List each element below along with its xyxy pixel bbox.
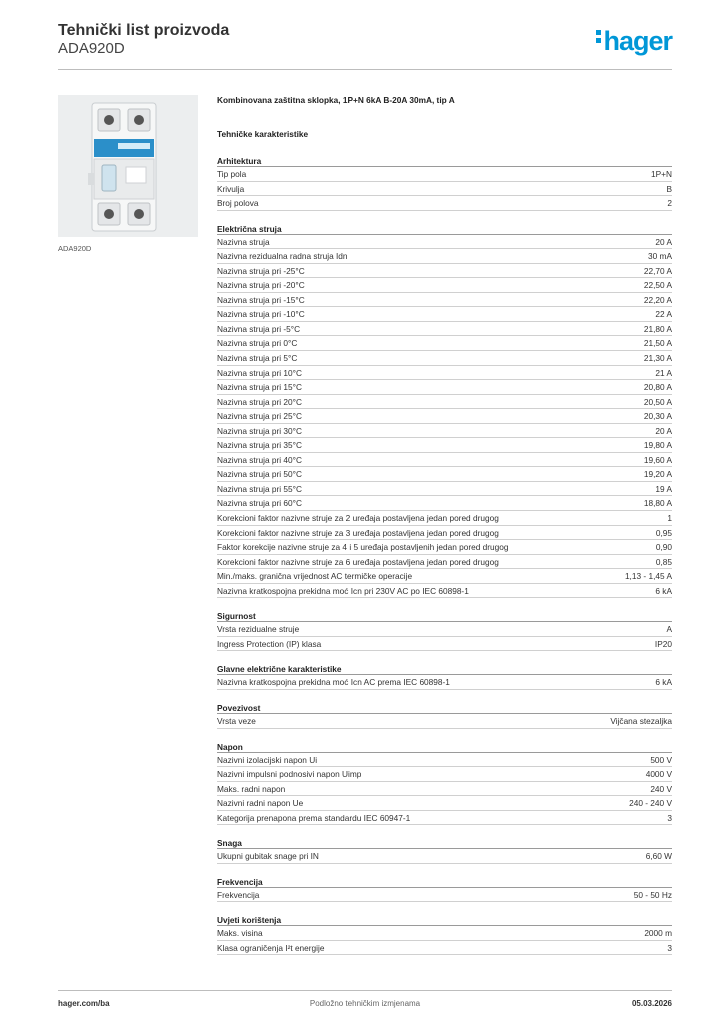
spec-label: Kategorija prenapona prema standardu IEC 60947-1 [217, 812, 411, 823]
spec-value: 500 V [650, 754, 672, 765]
spec-row [217, 926, 672, 941]
spec-row [217, 849, 672, 864]
spec-section [217, 610, 672, 651]
spec-row [217, 584, 672, 599]
footer-disclaimer: Podložno tehničkim izmjenama [309, 999, 421, 1008]
section-title: Električna struja [217, 223, 672, 235]
spec-row [217, 167, 672, 182]
spec-value: 2000 m [644, 928, 672, 939]
spec-label: Ukupni gubitak snage pri IN [217, 851, 319, 862]
spec-value: 0,85 [655, 556, 672, 567]
spec-label: Nazivna struja pri 40°C [217, 454, 302, 465]
spec-value: 22,70 A [643, 265, 672, 276]
product-image [58, 95, 198, 237]
spec-label: Ingress Protection (IP) klasa [217, 638, 322, 649]
spec-row [217, 293, 672, 308]
spec-row [217, 249, 672, 264]
spec-row [217, 811, 672, 826]
spec-label: Nazivna struja [217, 236, 270, 247]
spec-value: 21,50 A [643, 338, 672, 349]
spec-value: 240 V [650, 783, 672, 794]
spec-value: 1P+N [651, 169, 672, 179]
spec-value: 19,60 A [643, 454, 672, 465]
spec-value: 1 [667, 513, 672, 524]
spec-label: Korekcioni faktor nazivne struje za 2 uređaja postavljena jedan pored drugog [217, 513, 499, 524]
spec-row [217, 409, 672, 424]
spec-value: 21 A [655, 367, 672, 378]
spec-value: 240 - 240 V [629, 798, 672, 809]
spec-label: Nazivna struja pri 10°C [217, 367, 302, 378]
spec-value: 22,20 A [643, 294, 672, 305]
spec-value: 21,80 A [643, 323, 672, 334]
spec-section [217, 914, 672, 955]
spec-value: IP20 [654, 638, 672, 649]
spec-row [217, 235, 672, 250]
spec-value: A [666, 624, 672, 635]
spec-value: 19 A [655, 483, 672, 494]
spec-value: B [666, 183, 672, 194]
product-code: ADA920D [58, 40, 125, 57]
spec-row [217, 467, 672, 482]
spec-label: Klasa ograničenja I²t energije [217, 942, 325, 953]
spec-label: Korekcioni faktor nazivne struje za 6 uređaja postavljena jedan pored drugog [217, 556, 499, 567]
spec-row [217, 366, 672, 381]
section-title: Napon [217, 741, 672, 753]
spec-label: Min./maks. granična vrijednost AC termičke operacije [217, 571, 413, 582]
tech-characteristics-title: Tehničke karakteristike [217, 129, 309, 139]
spec-label: Vrsta rezidualne struje [217, 624, 300, 635]
spec-row [217, 511, 672, 526]
spec-label: Nazivna struja pri 60°C [217, 498, 302, 509]
spec-row [217, 264, 672, 279]
spec-row [217, 526, 672, 541]
spec-row [217, 182, 672, 197]
section-title: Arhitektura [217, 155, 672, 167]
spec-label: Nazivna struja pri -10°C [217, 309, 305, 320]
spec-label: Frekvencija [217, 889, 260, 900]
circuit-breaker-icon [58, 95, 198, 237]
spec-row [217, 714, 672, 729]
spec-label: Tip pola [217, 169, 247, 179]
section-title: Uvjeti korištenja [217, 914, 672, 926]
spec-label: Nazivna struja pri 55°C [217, 483, 302, 494]
spec-value: 1,13 - 1,45 A [624, 571, 672, 582]
spec-value: 20 A [655, 236, 672, 247]
spec-value: 22 A [655, 309, 672, 320]
spec-section [217, 837, 672, 864]
section-title: Povezivost [217, 702, 672, 714]
spec-row [217, 278, 672, 293]
spec-label: Broj polova [217, 198, 259, 209]
spec-row [217, 482, 672, 497]
spec-value: 19,20 A [643, 469, 672, 480]
document-title: Tehnički list proizvoda [58, 22, 230, 39]
spec-row [217, 555, 672, 570]
spec-value: 20,50 A [643, 396, 672, 407]
footer-website: hager.com/ba [58, 999, 110, 1008]
spec-value: 19,80 A [643, 440, 672, 451]
spec-label: Maks. radni napon [217, 783, 286, 794]
spec-section [217, 702, 672, 729]
spec-value: 22,50 A [643, 280, 672, 291]
spec-label: Faktor korekcije nazivne struje za 4 i 5 uređaja postavljenih jedan pored drugog [217, 542, 509, 553]
spec-label: Nazivna rezidualna radna struja Idn [217, 251, 348, 262]
spec-row [217, 622, 672, 637]
section-title: Snaga [217, 837, 672, 849]
spec-row [217, 336, 672, 351]
spec-label: Vrsta veze [217, 715, 256, 726]
spec-row [217, 675, 672, 690]
spec-value: 20 A [655, 425, 672, 436]
spec-row [217, 767, 672, 782]
spec-value: 6 kA [655, 677, 672, 688]
spec-row [217, 637, 672, 652]
spec-section [217, 876, 672, 903]
footer-date: 05.03.2026 [631, 999, 672, 1008]
spec-value: 0,90 [655, 542, 672, 553]
spec-label: Nazivna struja pri 15°C [217, 382, 302, 393]
spec-label: Nazivna struja pri 35°C [217, 440, 302, 451]
spec-row [217, 540, 672, 555]
spec-label: Nazivna struja pri -15°C [217, 294, 305, 305]
spec-value: 50 - 50 Hz [633, 889, 672, 900]
spec-section [217, 155, 672, 211]
spec-row [217, 888, 672, 903]
spec-value: Vijčana stezaljka [610, 715, 672, 726]
spec-row [217, 351, 672, 366]
spec-row [217, 753, 672, 768]
spec-value: 21,30 A [643, 353, 672, 364]
section-title: Sigurnost [217, 610, 672, 622]
spec-row [217, 438, 672, 453]
spec-row [217, 782, 672, 797]
spec-label: Nazivna struja pri -25°C [217, 265, 305, 276]
spec-value: 20,80 A [643, 382, 672, 393]
spec-label: Nazivna struja pri -5°C [217, 323, 301, 334]
spec-label: Nazivna kratkospojna prekidna moć Icn pri 230V AC po IEC 60898-1 [217, 585, 469, 596]
spec-sections [217, 155, 672, 955]
spec-label: Krivulja [217, 183, 245, 194]
spec-label: Nazivni izolacijski napon Ui [217, 754, 318, 765]
spec-row [217, 196, 672, 211]
spec-label: Nazivna kratkospojna prekidna moć Icn AC prema IEC 60898-1 [217, 677, 450, 688]
spec-content [217, 95, 672, 955]
section-title: Frekvencija [217, 876, 672, 888]
spec-label: Maks. visina [217, 928, 263, 939]
spec-label: Nazivna struja pri 50°C [217, 469, 302, 480]
spec-section [217, 223, 672, 599]
spec-value: 3 [667, 942, 672, 953]
spec-label: Nazivna struja pri 25°C [217, 411, 302, 422]
spec-value: 0,95 [655, 527, 672, 538]
logo-text: hager [603, 26, 672, 56]
spec-row [217, 496, 672, 511]
spec-value: 3 [667, 812, 672, 823]
spec-row [217, 322, 672, 337]
page-header [58, 22, 672, 70]
spec-label: Nazivna struja pri 0°C [217, 338, 298, 349]
spec-value: 6 kA [655, 585, 672, 596]
spec-value: 4000 V [645, 769, 672, 780]
spec-row [217, 453, 672, 468]
page-footer [58, 990, 672, 1008]
spec-row [217, 380, 672, 395]
spec-row [217, 941, 672, 956]
spec-value: 30 mA [648, 251, 672, 262]
spec-section [217, 741, 672, 826]
product-description: Kombinovana zaštitna sklopka, 1P+N 6kA B-20A 30mA, tip A [217, 95, 455, 105]
spec-row [217, 424, 672, 439]
spec-value: 20,30 A [643, 411, 672, 422]
spec-label: Nazivna struja pri 30°C [217, 425, 302, 436]
logo-dots-icon [596, 30, 601, 46]
spec-row [217, 307, 672, 322]
image-caption: ADA920D [58, 244, 92, 253]
hager-logo [596, 26, 672, 57]
spec-label: Nazivna struja pri -20°C [217, 280, 305, 291]
spec-row [217, 796, 672, 811]
section-title: Glavne električne karakteristike [217, 663, 672, 675]
spec-label: Nazivna struja pri 5°C [217, 353, 298, 364]
spec-section [217, 663, 672, 690]
spec-label: Nazivni radni napon Ue [217, 798, 304, 809]
spec-label: Korekcioni faktor nazivne struje za 3 uređaja postavljena jedan pored drugog [217, 527, 499, 538]
spec-value: 6,60 W [645, 851, 672, 862]
spec-row [217, 569, 672, 584]
spec-label: Nazivni impulsni podnosivi napon Uimp [217, 769, 362, 780]
spec-row [217, 395, 672, 410]
spec-value: 18,80 A [643, 498, 672, 509]
spec-label: Nazivna struja pri 20°C [217, 396, 302, 407]
spec-value: 2 [667, 198, 672, 209]
